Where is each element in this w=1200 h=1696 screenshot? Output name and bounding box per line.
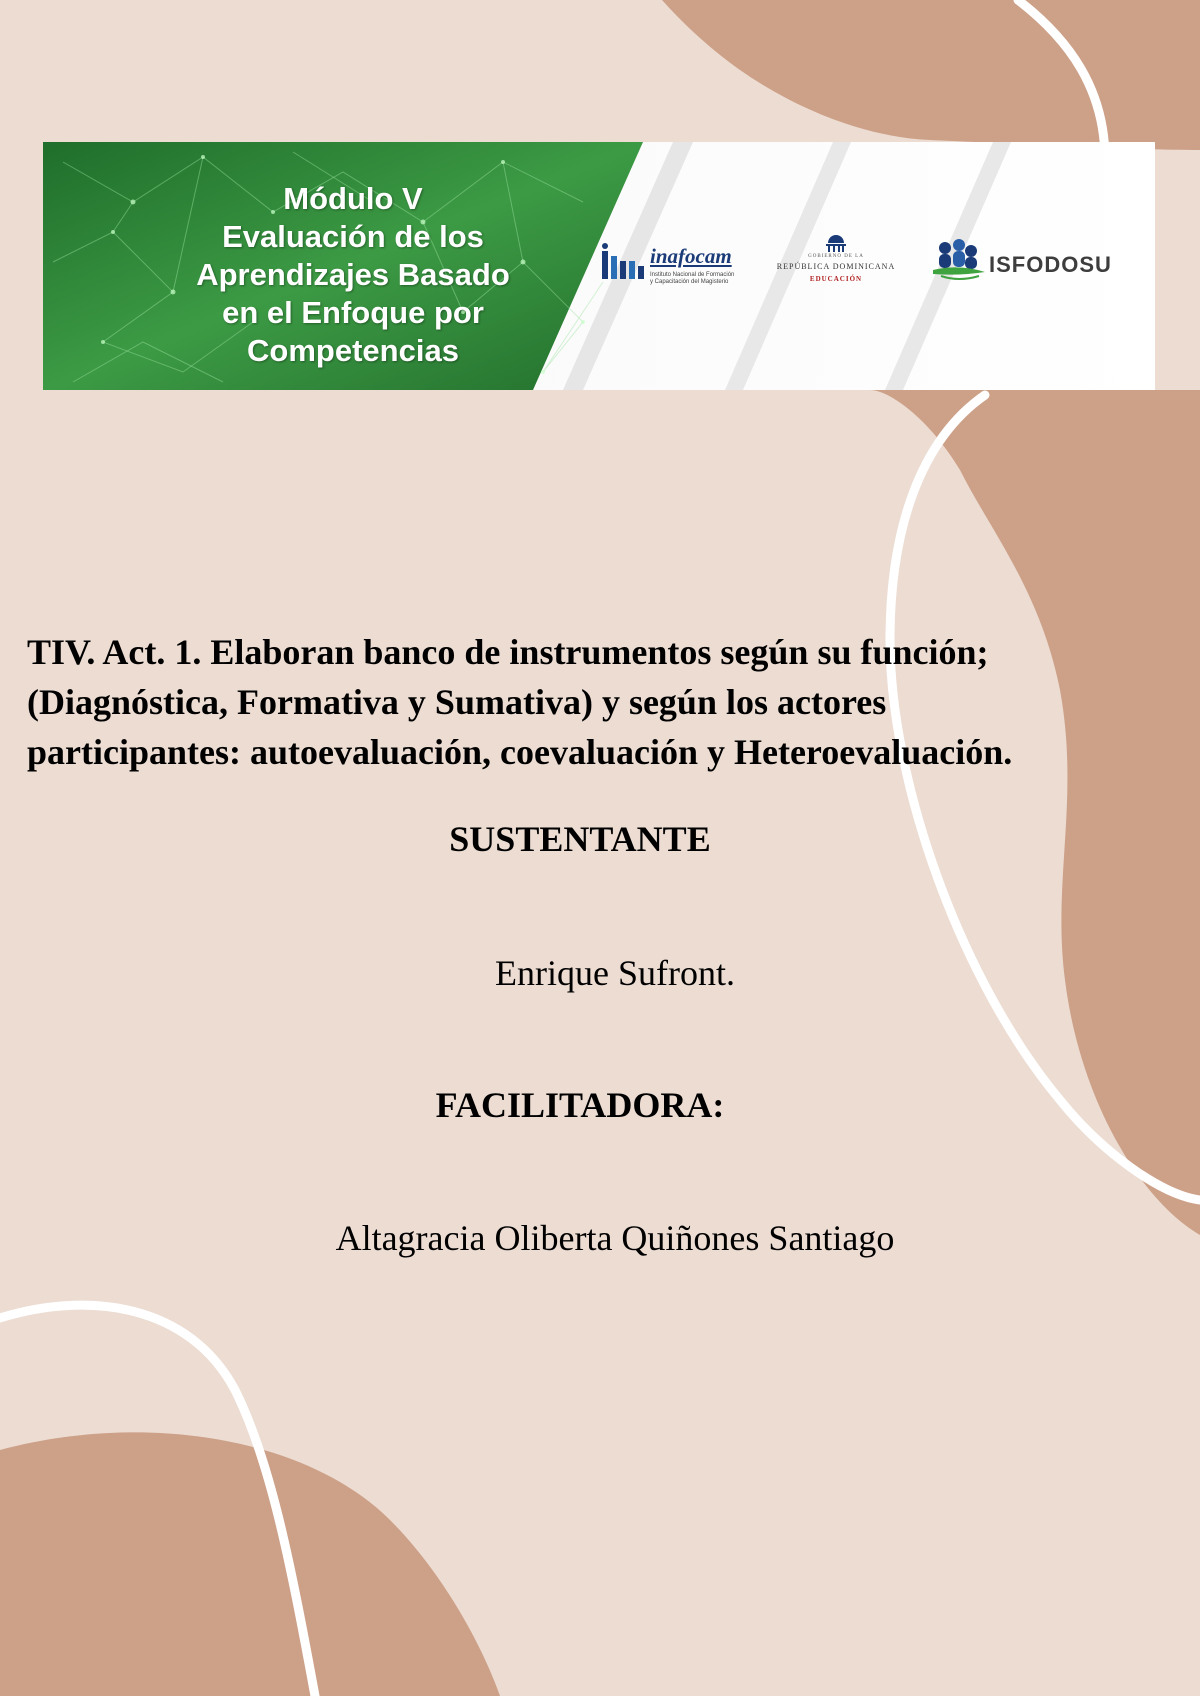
banner-title-line: en el Enfoque por bbox=[222, 295, 484, 330]
isfodosu-logo bbox=[931, 238, 1151, 288]
isfodosu-people-icon bbox=[931, 238, 987, 284]
facilitadora-label: FACILITADORA: bbox=[435, 1085, 725, 1125]
banner-title bbox=[93, 180, 613, 370]
inafocam-bars-icon bbox=[600, 242, 646, 282]
inafocam-subtitle-line: Instituto Nacional de Formación bbox=[650, 272, 735, 278]
isfodosu-name: ISFODOSU bbox=[989, 252, 1112, 277]
banner-title-line: Aprendizajes Basado bbox=[196, 257, 510, 292]
gobierno-logo bbox=[761, 234, 911, 294]
inafocam-name: inafocam bbox=[650, 244, 732, 268]
banner-title-line: Competencias bbox=[247, 333, 459, 368]
inafocam-subtitle-line: y Capacitación del Magisterio bbox=[650, 279, 729, 285]
module-banner bbox=[43, 142, 1155, 390]
banner-title-line: Módulo V bbox=[283, 181, 423, 216]
gobierno-line3: EDUCACIÓN bbox=[809, 275, 863, 283]
government-building-icon bbox=[821, 234, 851, 254]
inafocam-subtitle bbox=[650, 272, 750, 286]
gobierno-line2: REPÚBLICA DOMINICANA bbox=[776, 262, 896, 271]
gobierno-line1: GOBIERNO DE LA bbox=[808, 254, 864, 259]
activity-title-line: (Diagnóstica, Formativa y Sumativa) y según los actores bbox=[27, 682, 887, 722]
activity-title-line: TIV. Act. 1. Elaboran banco de instrumentos según su función; bbox=[27, 632, 989, 672]
inafocam-logo bbox=[600, 238, 750, 288]
activity-title bbox=[27, 627, 1177, 777]
sustentante-label: SUSTENTANTE bbox=[449, 819, 711, 859]
banner-title-line: Evaluación de los bbox=[222, 219, 484, 254]
sustentante-name: Enrique Sufront. bbox=[495, 953, 735, 993]
facilitadora-name: Altagracia Oliberta Quiñones Santiago bbox=[335, 1218, 895, 1258]
activity-title-line: participantes: autoevaluación, coevaluación y Heteroevaluación. bbox=[27, 732, 1013, 772]
